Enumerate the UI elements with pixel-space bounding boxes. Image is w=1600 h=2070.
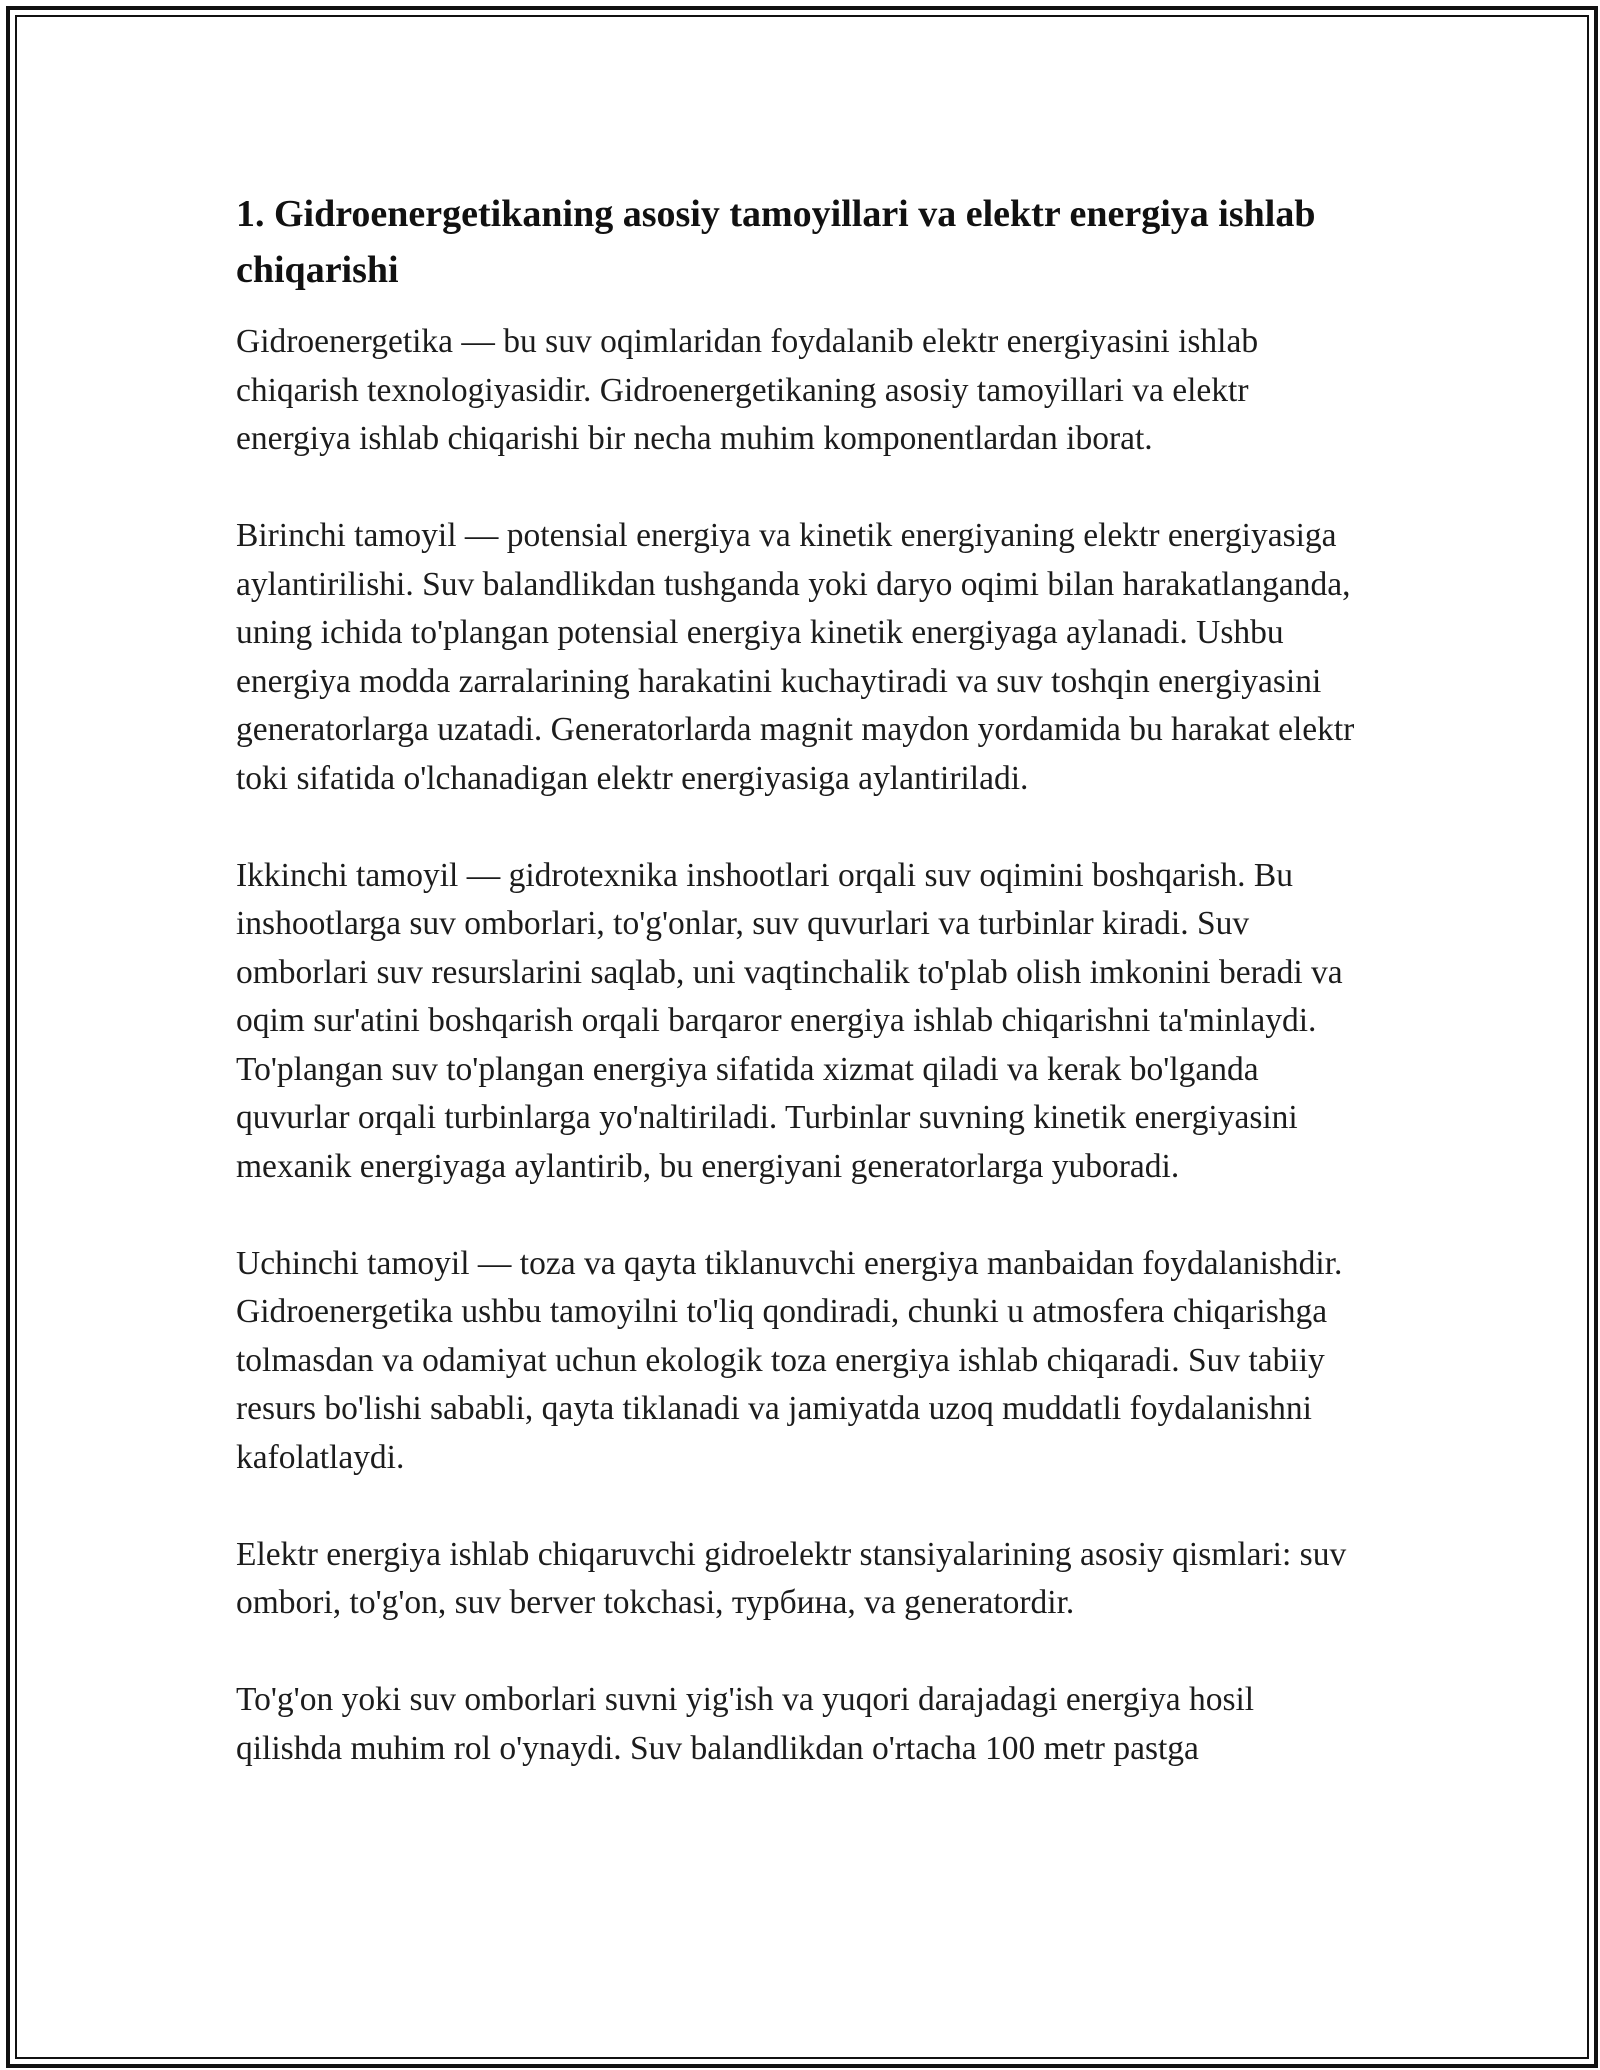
paragraph-station-parts: Elektr energiya ishlab chiqaruvchi gidroelektr stansiyalarining asosiy qismlari: suv ombori, to'g'on, suv berver tokchasi, турбина, va generatordir. bbox=[236, 1535, 1347, 1621]
paragraph-second-principle: Ikkinchi tamoyil — gidrotexnika inshootlari orqali suv oqimini boshqarish. Bu inshootlarga suv omborlari, to'g'onlar, suv quvurlari va turbinlar kiradi. Suv omborlari suv resurslarini saqlab, uni vaqtinchalik to'plab olish imkonini beradi va oqim sur'atini boshqarish orqali barqaror energiya ishlab chiqarishni ta'minlaydi. To'plangan suv to'plangan energiya sifatida xizmat qiladi va kerak bo'lganda quvurlar orqali turbinlarga yo'naltiriladi. Turbinlar suvning kinetik energiyasini mexanik energiyaga aylantirib, bu energiyani generatorlarga yuboradi. bbox=[236, 856, 1343, 1185]
paragraph-first-principle: Birinchi tamoyil — potensial energiya va kinetik energiyaning elektr energiyasiga aylantirilishi. Suv balandlikdan tushganda yoki daryo oqimi bilan harakatlanganda, uning ichida to'plangan potensial energiya kinetik energiyaga aylanadi. Ushbu energiya modda zarralarining harakatini kuchaytiradi va suv toshqin energiyasini generatorlarga uzatadi. Generatorlarda magnit maydon yordamida bu harakat elektr toki sifatida o'lchanadigan elektr energiyasiga aylantiriladi. bbox=[236, 517, 1355, 797]
paragraph-third-principle: Uchinchi tamoyil — toza va qayta tiklanuvchi energiya manbaidan foydalanishdir. Gidroenergetika ushbu tamoyilni to'liq qondiradi, chunki u atmosfera chiqarishga tolmasdan va odamiyat uchun ekologik toza energiya ishlab chiqaradi. Suv tabiiy resurs bo'lishi sababli, qayta tiklanadi va jamiyatda uzoq muddatli foydalanishni kafolatlaydi. bbox=[236, 1244, 1343, 1476]
section-title: 1. Gidroenergetikaning asosiy tamoyillari va elektr energiya ishlab chiqarishi bbox=[236, 193, 1316, 291]
paragraph-intro: Gidroenergetika — bu suv oqimlaridan foydalanib elektr energiyasini ishlab chiqarish texnologiyasidir. Gidroenergetikaning asosiy tamoyillari va elektr energiya ishlab chiqarishi bir necha muhim komponentlardan iborat. bbox=[236, 323, 1259, 457]
document-body bbox=[236, 186, 1366, 1773]
paragraph-dam-role: To'g'on yoki suv omborlari suvni yig'ish va yuqori darajadagi energiya hosil qilishda muhim rol o'ynaydi. Suv balandlikdan o'rtacha 100 metr pastga bbox=[236, 1681, 1255, 1767]
